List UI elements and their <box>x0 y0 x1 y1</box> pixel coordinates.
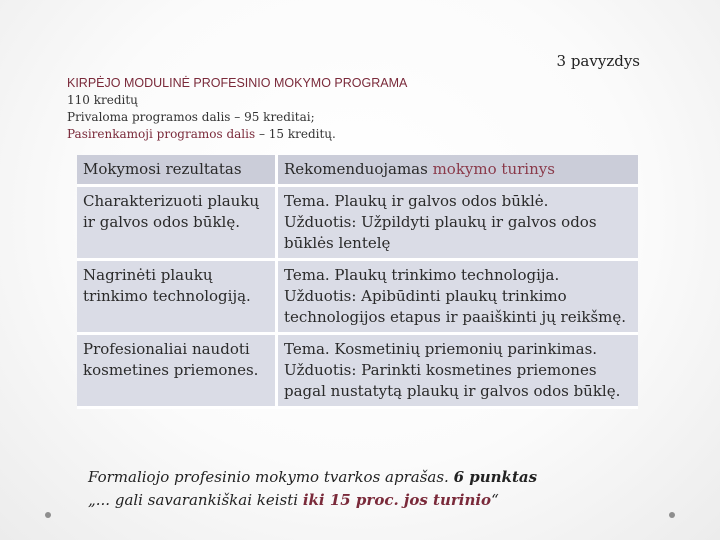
decorative-dot-left <box>45 512 51 518</box>
slide-number-label: 3 pavyzdys <box>556 52 640 70</box>
elective-label: Pasirenkamoji programos dalis <box>67 127 256 141</box>
topic-text: Tema. Plaukų ir galvos odos būklė. <box>284 192 549 210</box>
result-cell: Profesionaliai naudoti kosmetines priemones. <box>77 335 278 409</box>
footer-quote-end: “ <box>491 491 499 509</box>
column-header-content-main: Rekomenduojamas <box>284 160 433 178</box>
result-cell: Nagrinėti plaukų trinkimo technologiją. <box>77 261 278 335</box>
column-header-result: Mokymosi rezultatas <box>77 155 278 187</box>
task-text: Užduotis: Apibūdinti plaukų trinkimo technologijos etapus ir paaiškinti jų reikšmę. <box>284 287 627 326</box>
task-text: Užduotis: Užpildyti plaukų ir galvos odos būklės lentelę <box>284 213 597 252</box>
decorative-dot-right <box>669 512 675 518</box>
footer-note <box>88 466 537 512</box>
table-row <box>77 261 638 335</box>
topic-text: Tema. Kosmetinių priemonių parinkimas. <box>284 340 598 358</box>
table-row <box>77 335 638 409</box>
topic-text: Tema. Plaukų trinkimo technologija. <box>284 266 560 284</box>
footer-quote-accent: iki 15 proc. jos turinio <box>302 491 492 509</box>
content-cell <box>278 187 638 261</box>
program-title: KIRPĖJO MODULINĖ PROFESINIO MOKYMO PROGRAMA <box>67 76 408 90</box>
program-header <box>67 75 407 143</box>
table-header-row <box>77 155 638 187</box>
task-text: Užduotis: Parinkti kosmetines priemones pagal nustatytą plaukų ir galvos odos būklę. <box>284 361 621 400</box>
elective-value: – 15 kreditų. <box>255 127 336 141</box>
elective-part <box>67 126 407 143</box>
table-row <box>77 187 638 261</box>
result-cell: Charakterizuoti plaukų ir galvos odos būklę. <box>77 187 278 261</box>
footer-line-2 <box>88 489 537 512</box>
content-cell <box>278 261 638 335</box>
footer-line-1 <box>88 466 537 489</box>
footer-quote-start: „... gali savarankiškai keisti <box>88 491 303 509</box>
column-header-content-accent: mokymo turinys <box>432 160 555 178</box>
footer-paragraph: 6 punktas <box>453 468 538 486</box>
learning-outcomes-table <box>77 155 638 409</box>
content-cell <box>278 335 638 409</box>
column-header-content <box>278 155 638 187</box>
mandatory-part: Privaloma programos dalis – 95 kreditai; <box>67 110 315 124</box>
credits-total: 110 kreditų <box>67 93 138 107</box>
footer-source: Formaliojo profesinio mokymo tvarkos aprašas. <box>88 468 454 486</box>
